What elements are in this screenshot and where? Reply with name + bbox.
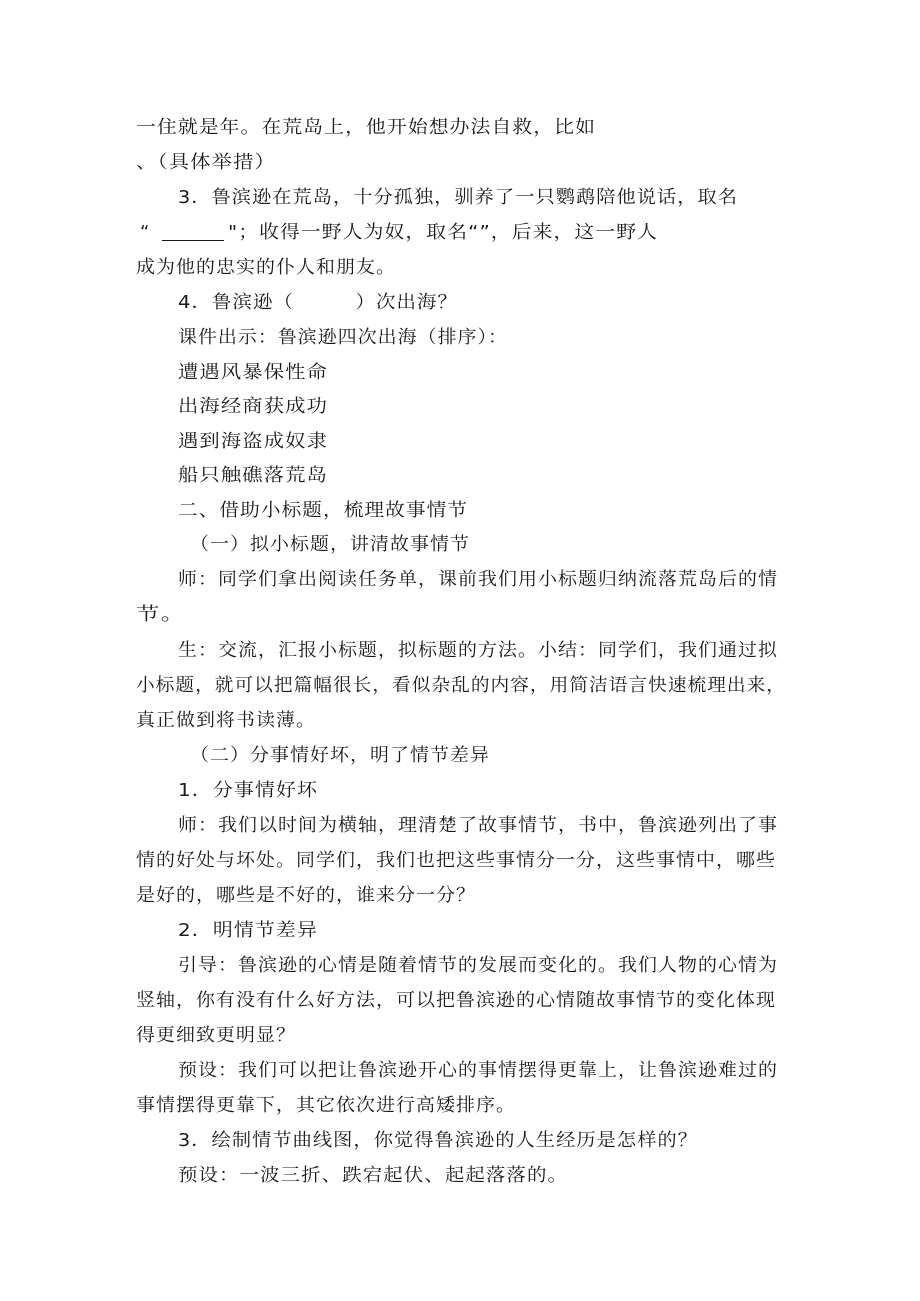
- text-line: 节。: [136, 604, 186, 625]
- list-item: 遇到海盗成奴隶: [178, 431, 328, 452]
- list-item: 遭遇风暴保性命: [178, 362, 328, 383]
- text-line: 生：交流，汇报小标题，拟标题的方法。小结：同学们，我们通过拟: [178, 640, 778, 661]
- section-heading: 二、借助小标题，梳理故事情节: [178, 500, 468, 521]
- text-line: 3．鲁滨逊在荒岛，十分孤独，驯养了一只鹦鹉陪他说话，取名: [178, 187, 738, 208]
- list-item: 出海经商获成功: [178, 396, 328, 417]
- text-line: 事情摆得更靠下，其它依次进行高矮排序。: [136, 1095, 516, 1116]
- text-line: 小标题，就可以把篇幅很长，看似杂乱的内容，用简洁语言快速梳理出来，: [136, 675, 786, 696]
- subsection-heading: （二）分事情好坏，明了情节差异: [190, 745, 490, 766]
- text-line: 真正做到将书读薄。: [136, 710, 316, 731]
- text-line: "；收得一野人为奴，取名“”，后来，这一野人: [228, 222, 658, 243]
- text-line: 情的好处与坏处。同学们，我们也把这些事情分一分，这些事情中，哪些: [136, 850, 776, 871]
- text-line: 成为他的忠实的仆人和朋友。: [136, 257, 396, 278]
- item-heading: 2．明情节差异: [178, 920, 318, 941]
- subsection-heading: （一）拟小标题，讲清故事情节: [190, 534, 470, 555]
- text-line: 预设：一波三折、跌宕起伏、起起落落的。: [178, 1165, 568, 1186]
- text-line: 一住就是年。在荒岛上，他开始想办法自救，比如: [136, 117, 596, 138]
- answer-blank: [162, 224, 224, 241]
- text-line: 师：我们以时间为横轴，理清楚了故事情节，书中，鲁滨逊列出了事: [178, 815, 778, 836]
- text-line: 、（具体举措）: [136, 152, 276, 173]
- text-line: 引导：鲁滨逊的心情是随着情节的发展而变化的。我们人物的心情为: [178, 955, 778, 976]
- item-heading: 1．分事情好坏: [178, 780, 318, 801]
- text-line: 课件出示：鲁滨逊四次出海（排序）：: [178, 327, 508, 348]
- quote-open: “: [140, 222, 151, 243]
- list-item: 船只触礁落荒岛: [178, 465, 328, 486]
- text-line: 师：同学们拿出阅读任务单，课前我们用小标题归纳流落荒岛后的情: [178, 569, 778, 590]
- text-line: 得更细致更明显？: [136, 1025, 296, 1046]
- text-line: 是好的，哪些是不好的，谁来分一分？: [136, 885, 476, 906]
- question-text: 4．鲁滨逊（ ）次出海？: [178, 292, 458, 313]
- text-line: 预设：我们可以把让鲁滨逊开心的事情摆得更靠上，让鲁滨逊难过的: [178, 1060, 778, 1081]
- text-line: 竖轴，你有没有什么好方法，可以把鲁滨逊的心情随故事情节的变化体现: [136, 990, 776, 1011]
- item-heading: 3．绘制情节曲线图，你觉得鲁滨逊的人生经历是怎样的？: [178, 1130, 698, 1151]
